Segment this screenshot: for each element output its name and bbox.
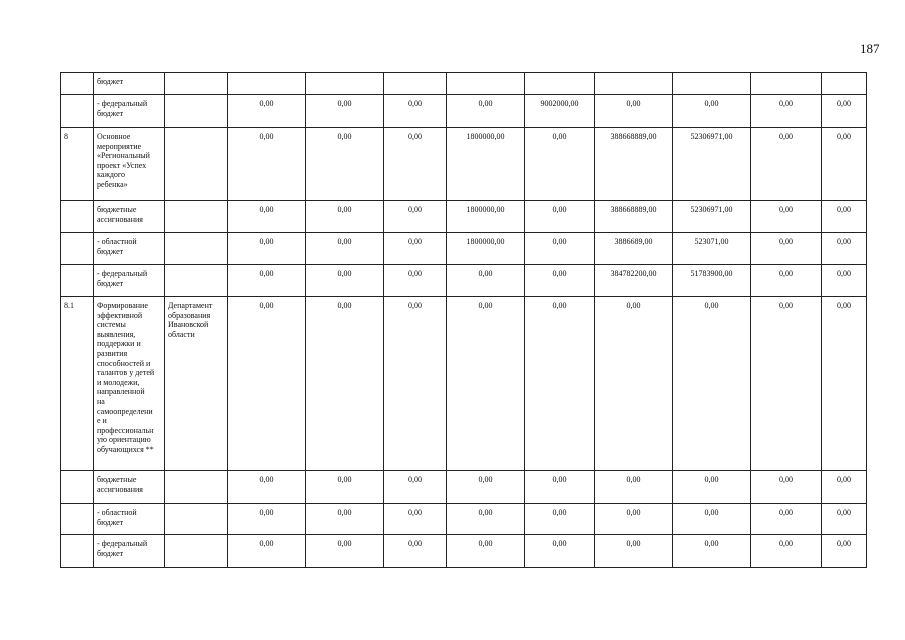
row-name-cell: - областной бюджет xyxy=(94,504,165,535)
value-cell: 0,00 xyxy=(822,471,867,504)
value-cell: 0,00 xyxy=(306,504,384,535)
value-cell: 388668889,00 xyxy=(595,128,673,201)
row-number-cell: 8 xyxy=(61,128,94,201)
executor-cell xyxy=(165,471,228,504)
table-row xyxy=(61,265,867,297)
row-name-cell: бюджетные ассигнования xyxy=(94,471,165,504)
value-cell: 0,00 xyxy=(228,233,306,265)
executor-cell xyxy=(165,233,228,265)
value-cell: 0,00 xyxy=(525,233,595,265)
value-cell: 0,00 xyxy=(228,471,306,504)
row-name-cell: бюджетные ассигнования xyxy=(94,201,165,233)
budget-table xyxy=(60,72,867,568)
value-cell: 0,00 xyxy=(751,95,822,128)
table-row xyxy=(61,233,867,265)
value-cell: 0,00 xyxy=(751,233,822,265)
row-number-cell xyxy=(61,201,94,233)
value-cell: 0,00 xyxy=(447,535,525,568)
value-cell xyxy=(306,73,384,95)
value-cell: 523071,00 xyxy=(673,233,751,265)
table-row xyxy=(61,128,867,201)
page-number: 187 xyxy=(860,41,880,56)
value-cell: 0,00 xyxy=(306,471,384,504)
value-cell: 0,00 xyxy=(384,504,447,535)
value-cell: 0,00 xyxy=(228,504,306,535)
row-name-cell: - областной бюджет xyxy=(94,233,165,265)
row-number-cell xyxy=(61,73,94,95)
table-row xyxy=(61,504,867,535)
row-number-cell xyxy=(61,233,94,265)
value-cell xyxy=(228,73,306,95)
value-cell: 0,00 xyxy=(595,95,673,128)
executor-cell xyxy=(165,73,228,95)
value-cell: 1800000,00 xyxy=(447,201,525,233)
row-number-cell xyxy=(61,471,94,504)
value-cell: 0,00 xyxy=(673,535,751,568)
value-cell: 0,00 xyxy=(306,128,384,201)
value-cell: 0,00 xyxy=(447,504,525,535)
value-cell xyxy=(447,73,525,95)
row-name-cell: - федеральный бюджет xyxy=(94,95,165,128)
value-cell: 0,00 xyxy=(447,297,525,471)
value-cell: 0,00 xyxy=(384,471,447,504)
value-cell: 0,00 xyxy=(228,95,306,128)
value-cell: 0,00 xyxy=(673,504,751,535)
value-cell: 0,00 xyxy=(525,201,595,233)
value-cell: 51783900,00 xyxy=(673,265,751,297)
value-cell: 0,00 xyxy=(306,535,384,568)
value-cell: 0,00 xyxy=(751,265,822,297)
value-cell xyxy=(822,73,867,95)
table-row xyxy=(61,471,867,504)
value-cell: 0,00 xyxy=(751,297,822,471)
value-cell: 0,00 xyxy=(306,201,384,233)
executor-cell xyxy=(165,201,228,233)
value-cell: 0,00 xyxy=(228,128,306,201)
value-cell xyxy=(525,73,595,95)
table-row xyxy=(61,535,867,568)
value-cell xyxy=(595,73,673,95)
row-name-cell: - федеральный бюджет xyxy=(94,535,165,568)
value-cell: 0,00 xyxy=(384,233,447,265)
value-cell: 0,00 xyxy=(822,233,867,265)
row-number-cell xyxy=(61,265,94,297)
row-number-cell xyxy=(61,504,94,535)
executor-cell xyxy=(165,128,228,201)
value-cell: 0,00 xyxy=(525,265,595,297)
value-cell: 0,00 xyxy=(595,535,673,568)
value-cell: 0,00 xyxy=(525,535,595,568)
value-cell: 0,00 xyxy=(751,201,822,233)
value-cell: 0,00 xyxy=(595,504,673,535)
value-cell: 0,00 xyxy=(306,265,384,297)
value-cell: 3886689,00 xyxy=(595,233,673,265)
value-cell: 0,00 xyxy=(673,471,751,504)
value-cell: 0,00 xyxy=(822,95,867,128)
value-cell: 0,00 xyxy=(384,201,447,233)
value-cell: 0,00 xyxy=(228,297,306,471)
value-cell: 0,00 xyxy=(751,535,822,568)
value-cell: 0,00 xyxy=(447,471,525,504)
value-cell xyxy=(751,73,822,95)
value-cell: 0,00 xyxy=(751,128,822,201)
value-cell: 0,00 xyxy=(751,504,822,535)
value-cell: 0,00 xyxy=(228,265,306,297)
row-name-cell: Формирование эффективной системы выявления, поддержки и развития способностей и талантов у детей и молодежи, направленной на самоопределени е и профессиональн ую ориентацию обучающихся ** xyxy=(94,297,165,471)
value-cell: 388668889,00 xyxy=(595,201,673,233)
value-cell: 0,00 xyxy=(306,297,384,471)
value-cell: 0,00 xyxy=(447,265,525,297)
value-cell: 0,00 xyxy=(822,535,867,568)
value-cell: 0,00 xyxy=(384,535,447,568)
executor-cell xyxy=(165,504,228,535)
value-cell: 0,00 xyxy=(384,128,447,201)
executor-cell xyxy=(165,535,228,568)
value-cell: 0,00 xyxy=(525,471,595,504)
value-cell: 0,00 xyxy=(384,95,447,128)
value-cell: 0,00 xyxy=(384,265,447,297)
value-cell: 0,00 xyxy=(822,128,867,201)
value-cell: 0,00 xyxy=(306,233,384,265)
value-cell: 0,00 xyxy=(822,201,867,233)
value-cell: 52306971,00 xyxy=(673,128,751,201)
value-cell: 0,00 xyxy=(673,95,751,128)
executor-cell xyxy=(165,95,228,128)
value-cell xyxy=(384,73,447,95)
value-cell: 9002000,00 xyxy=(525,95,595,128)
value-cell xyxy=(673,73,751,95)
value-cell: 0,00 xyxy=(822,297,867,471)
value-cell: 0,00 xyxy=(822,504,867,535)
value-cell: 0,00 xyxy=(525,504,595,535)
row-number-cell xyxy=(61,535,94,568)
table-row xyxy=(61,73,867,95)
value-cell: 0,00 xyxy=(228,535,306,568)
row-name-cell: Основное мероприятие «Региональный проект «Успех каждого ребенка» xyxy=(94,128,165,201)
table-row xyxy=(61,297,867,471)
table-row xyxy=(61,95,867,128)
row-number-cell: 8.1 xyxy=(61,297,94,471)
value-cell: 384782200,00 xyxy=(595,265,673,297)
value-cell: 0,00 xyxy=(447,95,525,128)
value-cell: 0,00 xyxy=(822,265,867,297)
value-cell: 0,00 xyxy=(384,297,447,471)
row-name-cell: - федеральный бюджет xyxy=(94,265,165,297)
value-cell: 0,00 xyxy=(525,297,595,471)
executor-cell xyxy=(165,265,228,297)
executor-cell: Департамент образования Ивановской области xyxy=(165,297,228,471)
value-cell: 0,00 xyxy=(228,201,306,233)
value-cell: 0,00 xyxy=(673,297,751,471)
value-cell: 0,00 xyxy=(751,471,822,504)
row-name-cell: бюджет xyxy=(94,73,165,95)
table-row xyxy=(61,201,867,233)
value-cell: 52306971,00 xyxy=(673,201,751,233)
value-cell: 0,00 xyxy=(595,297,673,471)
value-cell: 0,00 xyxy=(525,128,595,201)
value-cell: 0,00 xyxy=(306,95,384,128)
row-number-cell xyxy=(61,95,94,128)
value-cell: 0,00 xyxy=(595,471,673,504)
value-cell: 1800000,00 xyxy=(447,233,525,265)
value-cell: 1800000,00 xyxy=(447,128,525,201)
